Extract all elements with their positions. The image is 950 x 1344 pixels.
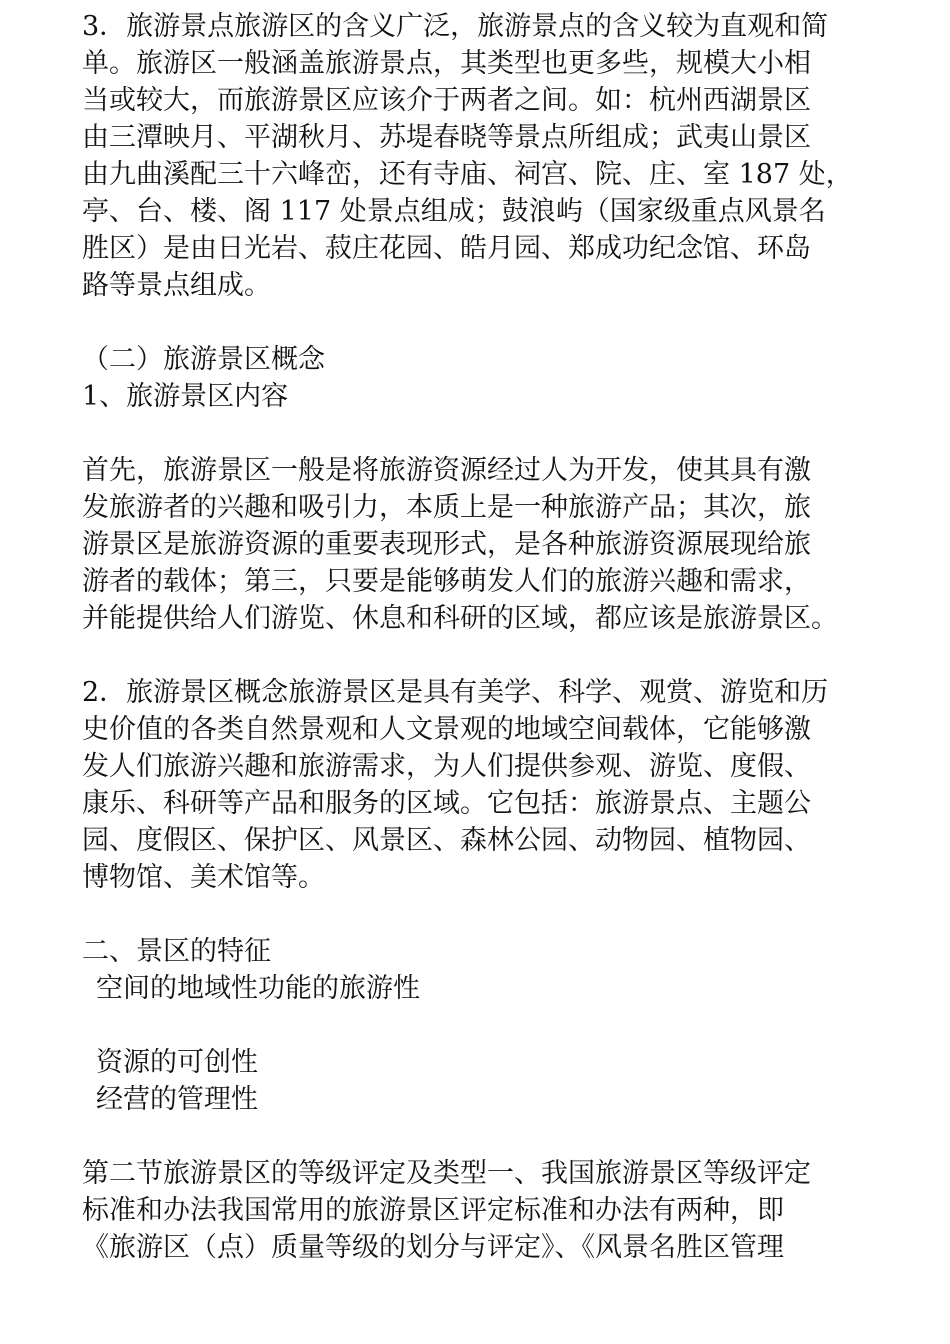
text-line: 标准和办法我国常用的旅游景区评定标准和办法有两种，即 xyxy=(82,1195,784,1226)
text-line: 康乐、科研等产品和服务的区域。它包括：旅游景点、主题公 xyxy=(82,788,811,819)
paragraph-scenic-area-definitions xyxy=(82,8,882,304)
paragraph-scenic-area-content xyxy=(82,452,882,637)
paragraph-scenic-area-concept xyxy=(82,674,882,896)
spacer xyxy=(82,896,882,933)
feature-item: 资源的可创性 xyxy=(96,1047,258,1078)
text-line: 发人们旅游兴趣和旅游需求，为人们提供参观、游览、度假、 xyxy=(82,751,811,782)
spacer xyxy=(82,637,882,674)
text-line: 首先，旅游景区一般是将旅游资源经过人为开发，使其具有激 xyxy=(82,455,811,486)
subsection-heading-content: 1、旅游景区内容 xyxy=(82,381,289,412)
text-line: 第二节旅游景区的等级评定及类型一、我国旅游景区等级评定 xyxy=(82,1158,811,1189)
text-line: 由三潭映月、平湖秋月、苏堤春晓等景点所组成；武夷山景区 xyxy=(82,122,811,153)
text-line: 博物馆、美术馆等。 xyxy=(82,862,325,893)
spacer xyxy=(82,1007,882,1044)
text-line: 胜区）是由日光岩、菽庄花园、皓月园、郑成功纪念馆、环岛 xyxy=(82,233,811,264)
text-line: 园、度假区、保护区、风景区、森林公园、动物园、植物园、 xyxy=(82,825,811,856)
document-page xyxy=(82,8,882,1266)
paragraph-grading-standards xyxy=(82,1155,882,1266)
spacer xyxy=(82,304,882,341)
feature-item: 空间的地域性功能的旅游性 xyxy=(96,973,420,1004)
spacer xyxy=(82,1118,882,1155)
text-line: 2．旅游景区概念旅游景区是具有美学、科学、观赏、游览和历 xyxy=(82,677,829,708)
text-line: 发旅游者的兴趣和吸引力，本质上是一种旅游产品；其次，旅 xyxy=(82,492,811,523)
text-line: 路等景点组成。 xyxy=(82,270,271,301)
section-heading-features: 二、景区的特征 xyxy=(82,936,271,967)
text-line: 当或较大，而旅游景区应该介于两者之间。如：杭州西湖景区 xyxy=(82,85,811,116)
text-line: 史价值的各类自然景观和人文景观的地域空间载体，它能够激 xyxy=(82,714,811,745)
text-line: 游者的载体；第三，只要是能够萌发人们的旅游兴趣和需求， xyxy=(82,566,811,597)
feature-item: 经营的管理性 xyxy=(96,1084,258,1115)
spacer xyxy=(82,415,882,452)
text-line: 3．旅游景点旅游区的含义广泛，旅游景点的含义较为直观和简 xyxy=(82,11,829,42)
text-line: 游景区是旅游资源的重要表现形式，是各种旅游资源展现给旅 xyxy=(82,529,811,560)
text-line: 《旅游区（点）质量等级的划分与评定》、《风景名胜区管理 xyxy=(82,1232,784,1263)
text-line: 由九曲溪配三十六峰峦，还有寺庙、祠宫、院、庄、室 187 处， xyxy=(82,159,853,190)
text-line: 亭、台、楼、阁 117 处景点组成；鼓浪屿（国家级重点风景名 xyxy=(82,196,826,227)
text-line: 并能提供给人们游览、休息和科研的区域，都应该是旅游景区。 xyxy=(82,603,838,634)
section-heading-concept: （二）旅游景区概念 xyxy=(82,344,325,375)
text-line: 单。旅游区一般涵盖旅游景点，其类型也更多些，规模大小相 xyxy=(82,48,811,79)
